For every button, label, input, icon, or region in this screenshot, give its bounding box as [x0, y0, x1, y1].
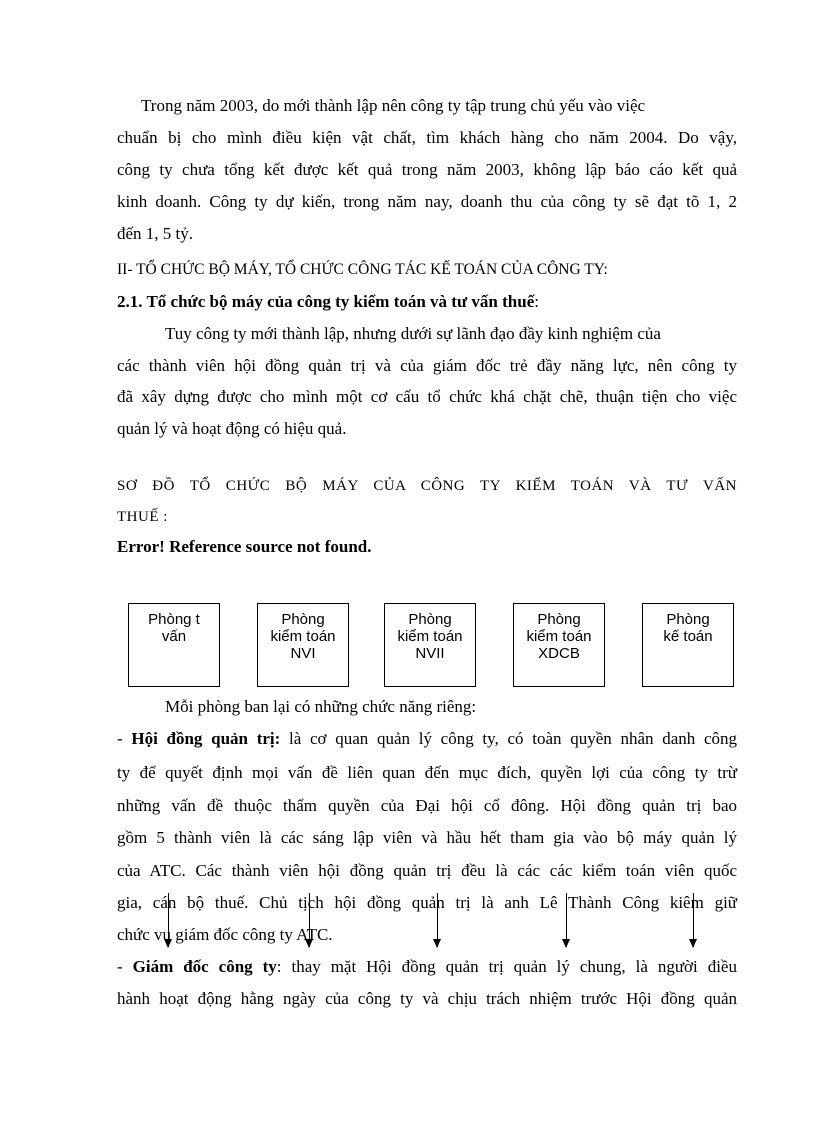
org-box-line: kế toán [663, 628, 713, 645]
director-dash: - [117, 957, 133, 976]
director-line1 [117, 957, 737, 977]
paragraph2-line1: Tuy công ty mới thành lập, nhưng dưới sự lãnh đạo đầy kinh nghiệm của [165, 324, 661, 343]
org-box-line: Phòng [537, 611, 581, 628]
subsection-heading [117, 292, 539, 312]
subsection-heading-colon: : [534, 292, 539, 311]
org-box-line: vấn [161, 628, 187, 645]
org-arrow-down-icon [309, 893, 310, 947]
org-box-line: Phòng [281, 611, 325, 628]
board-line7: chức vụ giám đốc công ty ATC. [117, 925, 333, 944]
org-arrow-down-icon [566, 893, 567, 947]
org-box-line: kiểm toán [270, 628, 336, 645]
functions-intro: Mỗi phòng ban lại có những chức năng riêng: [165, 697, 477, 716]
org-box-line: NVII [415, 645, 445, 662]
paragraph2-line3: đã xây dựng được cho mình một cơ cấu tổ chức khá chặt chẽ, thuận tiện cho việc [117, 387, 737, 406]
org-box-kiem-toan-nvi [257, 603, 349, 687]
org-box-tu-van [128, 603, 220, 687]
org-box-line: XDCB [538, 645, 580, 662]
board-line6: gia, cán bộ thuế. Chủ tịch hội đồng quản trị là anh Lê Thành Công kiêm giữ [117, 893, 737, 912]
director-line1-text: : thay mặt Hội đồng quản trị quản lý chung, là người điều [276, 957, 737, 976]
board-dash: - [117, 729, 132, 748]
org-box-line: Phòng [666, 611, 710, 628]
org-arrow-down-icon [693, 893, 694, 947]
paragraph1-line1: Trong năm 2003, do mới thành lập nên công ty tập trung chủ yếu vào việc [141, 96, 646, 115]
org-box-kiem-toan-nvii [384, 603, 476, 687]
org-box-kiem-toan-xdcb [513, 603, 605, 687]
org-box-ke-toan [642, 603, 734, 687]
paragraph2-line2: các thành viên hội đồng quản trị và của giám đốc trẻ đầy năng lực, nên công ty [117, 356, 737, 375]
board-line5: của ATC. Các thành viên hội đồng quản trị đều là các các kiểm toán viên quốc [117, 861, 737, 880]
board-line1 [117, 729, 737, 749]
paragraph2-line4: quản lý và hoạt động có hiệu quả. [117, 419, 347, 438]
section-heading: II- TỔ CHỨC BỘ MÁY, TỔ CHỨC CÔNG TÁC KẾ TOÁN CỦA CÔNG TY: [117, 261, 608, 278]
reference-error-text: Error! Reference source not found. [117, 537, 372, 556]
board-line3: những vấn đề thuộc thẩm quyền của Đại hội cổ đông. Hội đồng quản trị bao [117, 796, 737, 815]
paragraph1-line4: kinh doanh. Công ty dự kiến, trong năm nay, doanh thu của công ty sẽ đạt tõ 1, 2 [117, 192, 737, 211]
diagram-title-line1: SƠ ĐỒ TỔ CHỨC BỘ MÁY CỦA CÔNG TY KIỂM TOÁN VÀ TƯ VẤN [117, 478, 737, 494]
org-box-line: Phòng t [148, 611, 200, 628]
org-box-line: Phòng [408, 611, 452, 628]
subsection-heading-text: 2.1. Tổ chức bộ máy của công ty kiểm toán và tư vấn thuế [117, 292, 535, 311]
diagram-title-line2: THUẾ : [117, 509, 168, 525]
paragraph1-line5: đến 1, 5 tỷ. [117, 224, 194, 243]
director-term: Giám đốc công ty [132, 957, 277, 976]
org-arrow-down-icon [168, 893, 169, 947]
org-arrow-down-icon [437, 893, 438, 947]
board-line4: gồm 5 thành viên là các sáng lập viên và hầu hết tham gia vào bộ máy quản lý [117, 828, 737, 847]
org-box-line: kiểm toán [526, 628, 592, 645]
paragraph1-line2: chuẩn bị cho mình điều kiện vật chất, tìm khách hàng cho năm 2004. Do vậy, [117, 128, 737, 147]
org-box-line: NVI [290, 645, 316, 662]
board-term: Hội đồng quản trị: [131, 729, 281, 748]
paragraph1-line3: công ty chưa tổng kết được kết quả trong năm 2003, không lập báo cáo kết quả [117, 160, 737, 179]
director-line2: hành hoạt động hằng ngày của công ty và chịu trách nhiệm trước Hội đồng quản [117, 989, 737, 1008]
board-line2: ty để quyết định mọi vấn đề liên quan đến mục đích, quyền lợi của công ty trừ [117, 763, 737, 782]
org-box-line: kiểm toán [397, 628, 463, 645]
reference-error [117, 537, 371, 557]
board-line1-text: là cơ quan quản lý công ty, có toàn quyền nhân danh công [280, 729, 738, 748]
